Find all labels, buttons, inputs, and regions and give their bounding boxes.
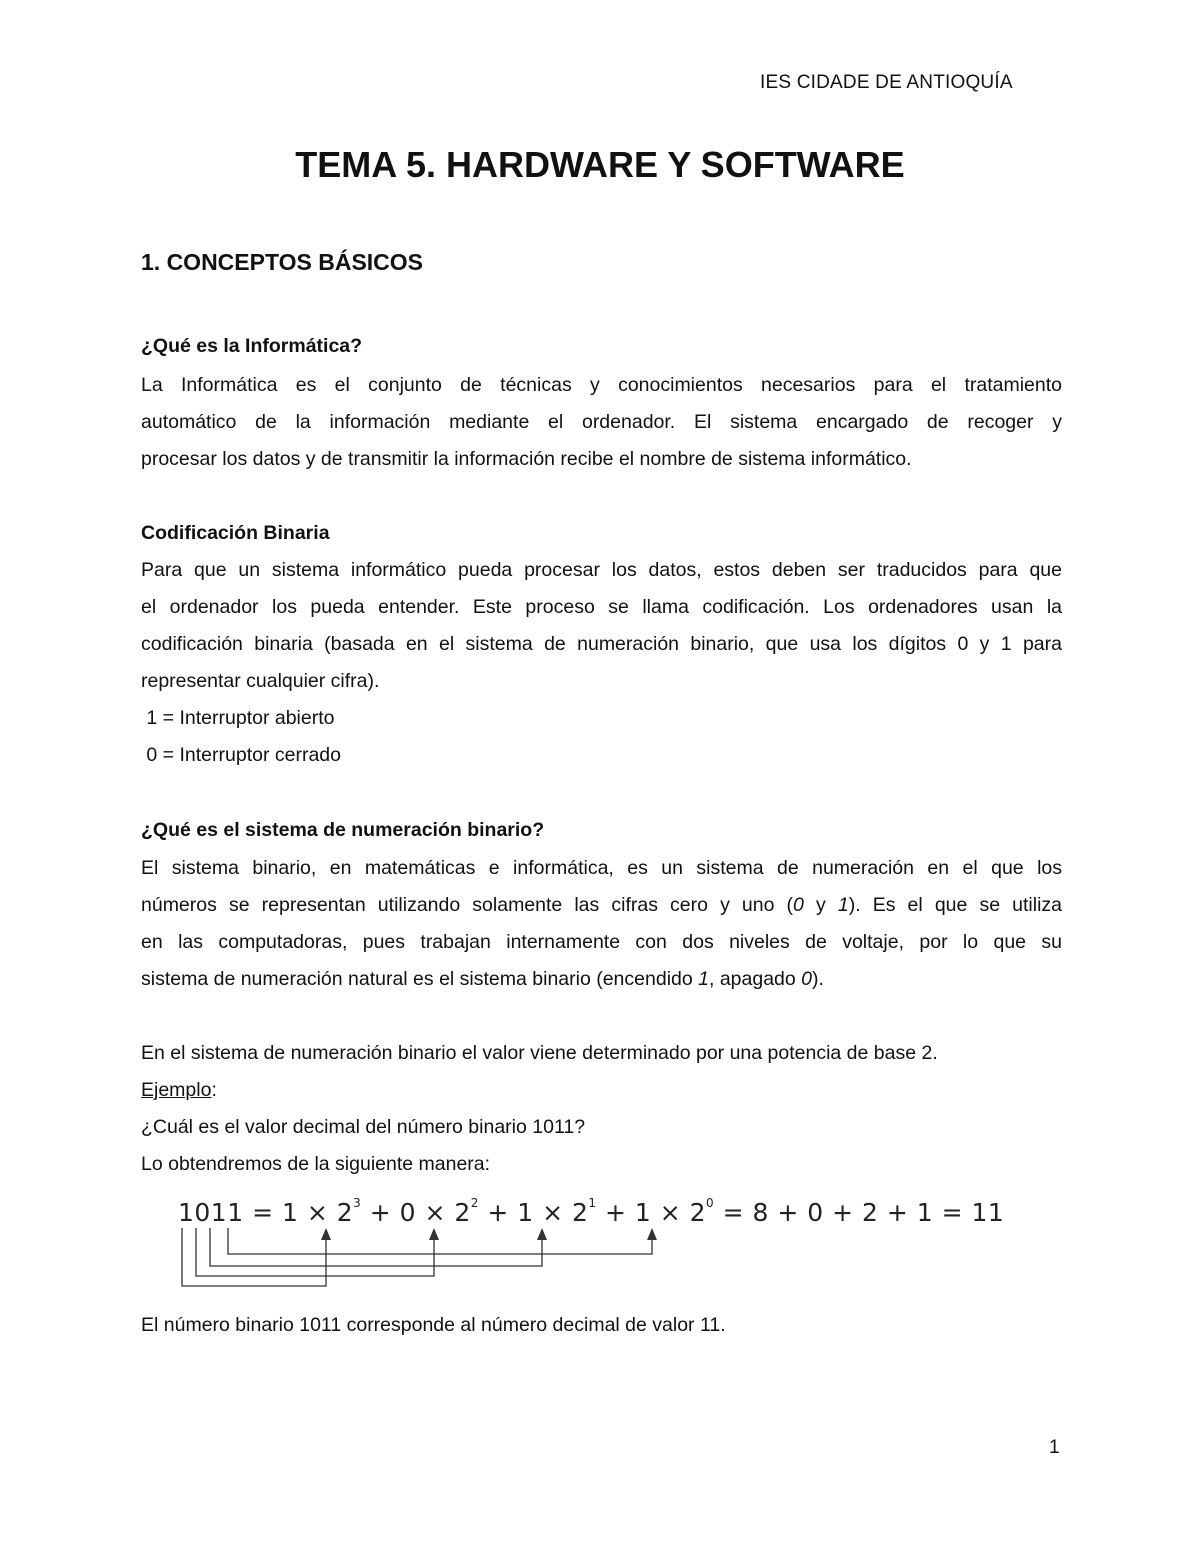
text-span: y: [803, 894, 838, 916]
digit-arrows-diagram: [172, 1188, 962, 1292]
list-item: 0 = Interruptor cerrado: [141, 744, 341, 766]
paragraph-line: ¿Cuál es el valor decimal del número binario 1011?: [141, 1116, 586, 1138]
formula-term: + 0 × 2: [361, 1198, 471, 1227]
arrow-head: [429, 1228, 439, 1240]
arrow-line: [228, 1228, 652, 1254]
arrow-head: [537, 1228, 547, 1240]
paragraph-line: codificación binaria (basada en el sistema de numeración binario, que usa los dígitos 0 y 1 para: [141, 633, 1062, 655]
arrow-head: [647, 1228, 657, 1240]
italic-digit: 1: [837, 894, 849, 916]
arrow-line: [210, 1228, 542, 1266]
paragraph-line: automático de la información mediante el ordenador. El sistema encargado de recoger y: [141, 411, 1062, 433]
text-span: :: [211, 1079, 217, 1101]
example-label-line: [141, 1078, 1062, 1102]
italic-digit: 0: [801, 968, 813, 990]
exponent: 0: [706, 1196, 715, 1210]
exponent: 3: [353, 1196, 362, 1210]
paragraph-line: en las computadoras, pues trabajan internamente con dos niveles de voltaje, por lo que su: [141, 931, 1062, 953]
paragraph-line: [141, 967, 1062, 991]
question-informatica-heading: ¿Qué es la Informática?: [141, 335, 363, 357]
document-title: TEMA 5. HARDWARE Y SOFTWARE: [295, 144, 905, 185]
paragraph-line: Para que un sistema informático pueda procesar los datos, estos deben ser traducidos para que: [141, 559, 1062, 581]
codificacion-heading: Codificación Binaria: [141, 522, 330, 544]
exponent: 1: [588, 1196, 597, 1210]
formula-term: = 1 × 2: [243, 1198, 354, 1227]
paragraph-line: La Informática es el conjunto de técnicas y conocimientos necesarios para el tratamiento: [141, 374, 1062, 396]
arrow-head: [321, 1228, 331, 1240]
paragraph-line: El sistema binario, en matemáticas e informática, es un sistema de numeración en el que los: [141, 857, 1062, 879]
binary-number: 1011: [178, 1198, 244, 1227]
section-heading: 1. CONCEPTOS BÁSICOS: [141, 249, 424, 275]
paragraph-line: El número binario 1011 corresponde al número decimal de valor 11.: [141, 1314, 726, 1336]
binary-system-heading: ¿Qué es el sistema de numeración binario?: [141, 819, 545, 841]
formula-result: = 8 + 0 + 2 + 1 = 11: [714, 1198, 1005, 1227]
list-item: 1 = Interruptor abierto: [141, 707, 335, 729]
arrow-line: [196, 1228, 434, 1276]
paragraph-line: procesar los datos y de transmitir la información recibe el nombre de sistema informático.: [141, 448, 912, 470]
exponent: 2: [470, 1196, 479, 1210]
text-span: , apagado: [709, 968, 802, 990]
page-number: 1: [1049, 1437, 1060, 1458]
text-span: sistema de numeración natural es el sistema binario (encendido: [141, 968, 699, 990]
formula-term: + 1 × 2: [596, 1198, 707, 1227]
italic-digit: 1: [698, 968, 709, 990]
example-label: Ejemplo: [141, 1079, 212, 1101]
paragraph-line: En el sistema de numeración binario el valor viene determinado por una potencia de base 2.: [141, 1042, 938, 1064]
paragraph-line: el ordenador los pueda entender. Este proceso se llama codificación. Los ordenadores usan la: [141, 596, 1062, 618]
arrow-line: [182, 1228, 326, 1286]
paragraph-line: Lo obtendremos de la siguiente manera:: [141, 1153, 491, 1175]
italic-digit: 0: [793, 894, 804, 916]
text-span: números se representan utilizando solamente las cifras cero y uno (: [141, 894, 794, 916]
paragraph-line: representar cualquier cifra).: [141, 670, 380, 692]
school-header: IES CIDADE DE ANTIOQUÍA: [760, 72, 1013, 93]
binary-conversion-figure: [172, 1188, 1005, 1292]
formula-term: + 1 × 2: [478, 1198, 589, 1227]
text-span: ).: [812, 968, 824, 990]
paragraph-line: [141, 893, 1062, 917]
text-span: ). Es el que se utiliza: [848, 894, 1062, 916]
